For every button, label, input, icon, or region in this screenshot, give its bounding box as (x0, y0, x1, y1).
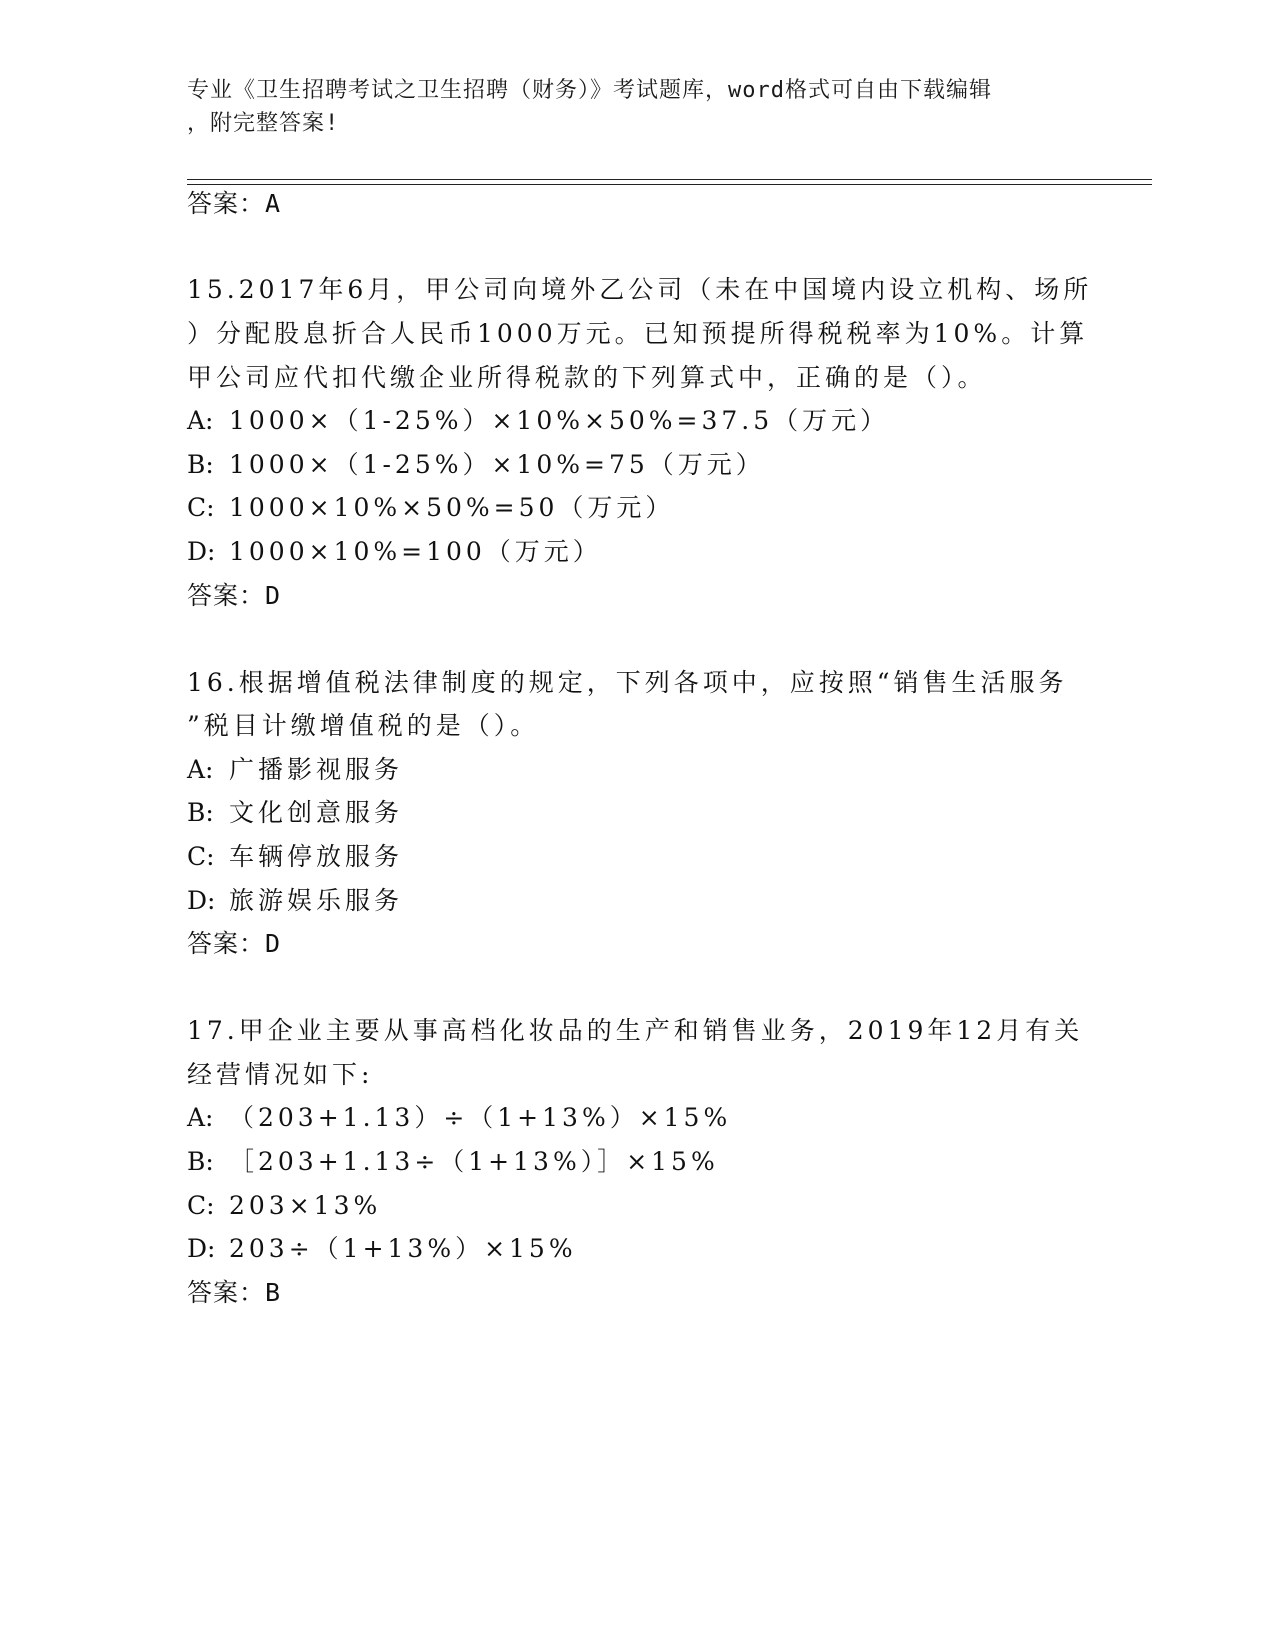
option-text: 文化创意服务 (229, 798, 404, 827)
option-label: A: (187, 1103, 214, 1132)
answer-line: 答案：D (187, 581, 282, 610)
option-c (187, 839, 1087, 875)
option-text: 1000×10%×50%=50（万元） (229, 493, 675, 522)
option-label: C: (187, 1191, 215, 1220)
question-stem-line: 17.甲企业主要从事高档化妆品的生产和销售业务，2019年12月有关 (187, 1016, 1084, 1045)
option-label: D: (187, 1234, 216, 1263)
option-label: C: (187, 842, 215, 871)
option-label: A: (187, 406, 214, 435)
option-d (187, 1231, 1087, 1267)
question-stem-line: ）分配股息折合人民币1000万元。已知预提所得税税率为10%。计算 (187, 319, 1089, 348)
question-stem-line: 16.根据增值税法律制度的规定，下列各项中，应按照“销售生活服务 (187, 668, 1068, 697)
option-text: 广播影视服务 (229, 755, 404, 784)
option-text: 203×13% (229, 1191, 382, 1220)
header-line-2: ，附完整答案! (187, 111, 340, 136)
question-stem-line: 甲公司应代扣代缴企业所得税款的下列算式中，正确的是（）。 (187, 363, 987, 392)
option-label: C: (187, 493, 215, 522)
header-divider-second (187, 184, 1152, 185)
option-text: 1000×10%=100（万元） (229, 537, 602, 566)
question-stem-line: 15.2017年6月，甲公司向境外乙公司（未在中国境内设立机构、场所 (187, 275, 1093, 304)
question-stem-line: ”税目计缴增值税的是（）。 (187, 711, 540, 740)
document-header (187, 74, 1067, 140)
option-label: D: (187, 537, 216, 566)
option-c (187, 490, 1087, 526)
option-b (187, 447, 1087, 483)
option-label: D: (187, 886, 216, 915)
option-text: （203+1.13）÷（1+13%）×15% (229, 1103, 732, 1132)
header-divider (187, 179, 1152, 180)
option-text: ［203+1.13÷（1+13%）］×15% (229, 1147, 719, 1176)
option-b (187, 795, 1087, 831)
question-stem-line: 经营情况如下: (187, 1060, 374, 1089)
option-b (187, 1144, 1087, 1180)
option-text: 1000×（1-25%）×10%×50%=37.5（万元） (229, 406, 890, 435)
answer-line: 答案：B (187, 1278, 282, 1307)
option-text: 旅游娱乐服务 (229, 886, 404, 915)
header-line-1: 专业《卫生招聘考试之卫生招聘（财务）》考试题库，word格式可自由下载编辑 (187, 78, 992, 103)
option-a (187, 403, 1087, 439)
option-text: 1000×（1-25%）×10%=75（万元） (229, 450, 765, 479)
option-label: B: (187, 450, 214, 479)
option-text: 203÷（1+13%）×15% (229, 1234, 577, 1263)
option-label: B: (187, 798, 214, 827)
option-c (187, 1188, 1087, 1224)
option-d (187, 883, 1087, 919)
option-label: B: (187, 1147, 214, 1176)
option-text: 车辆停放服务 (229, 842, 404, 871)
option-a (187, 752, 1087, 788)
option-d (187, 534, 1087, 570)
option-a (187, 1100, 1087, 1136)
option-label: A: (187, 755, 214, 784)
answer-line: 答案：D (187, 929, 282, 958)
previous-answer: 答案：A (187, 189, 282, 218)
